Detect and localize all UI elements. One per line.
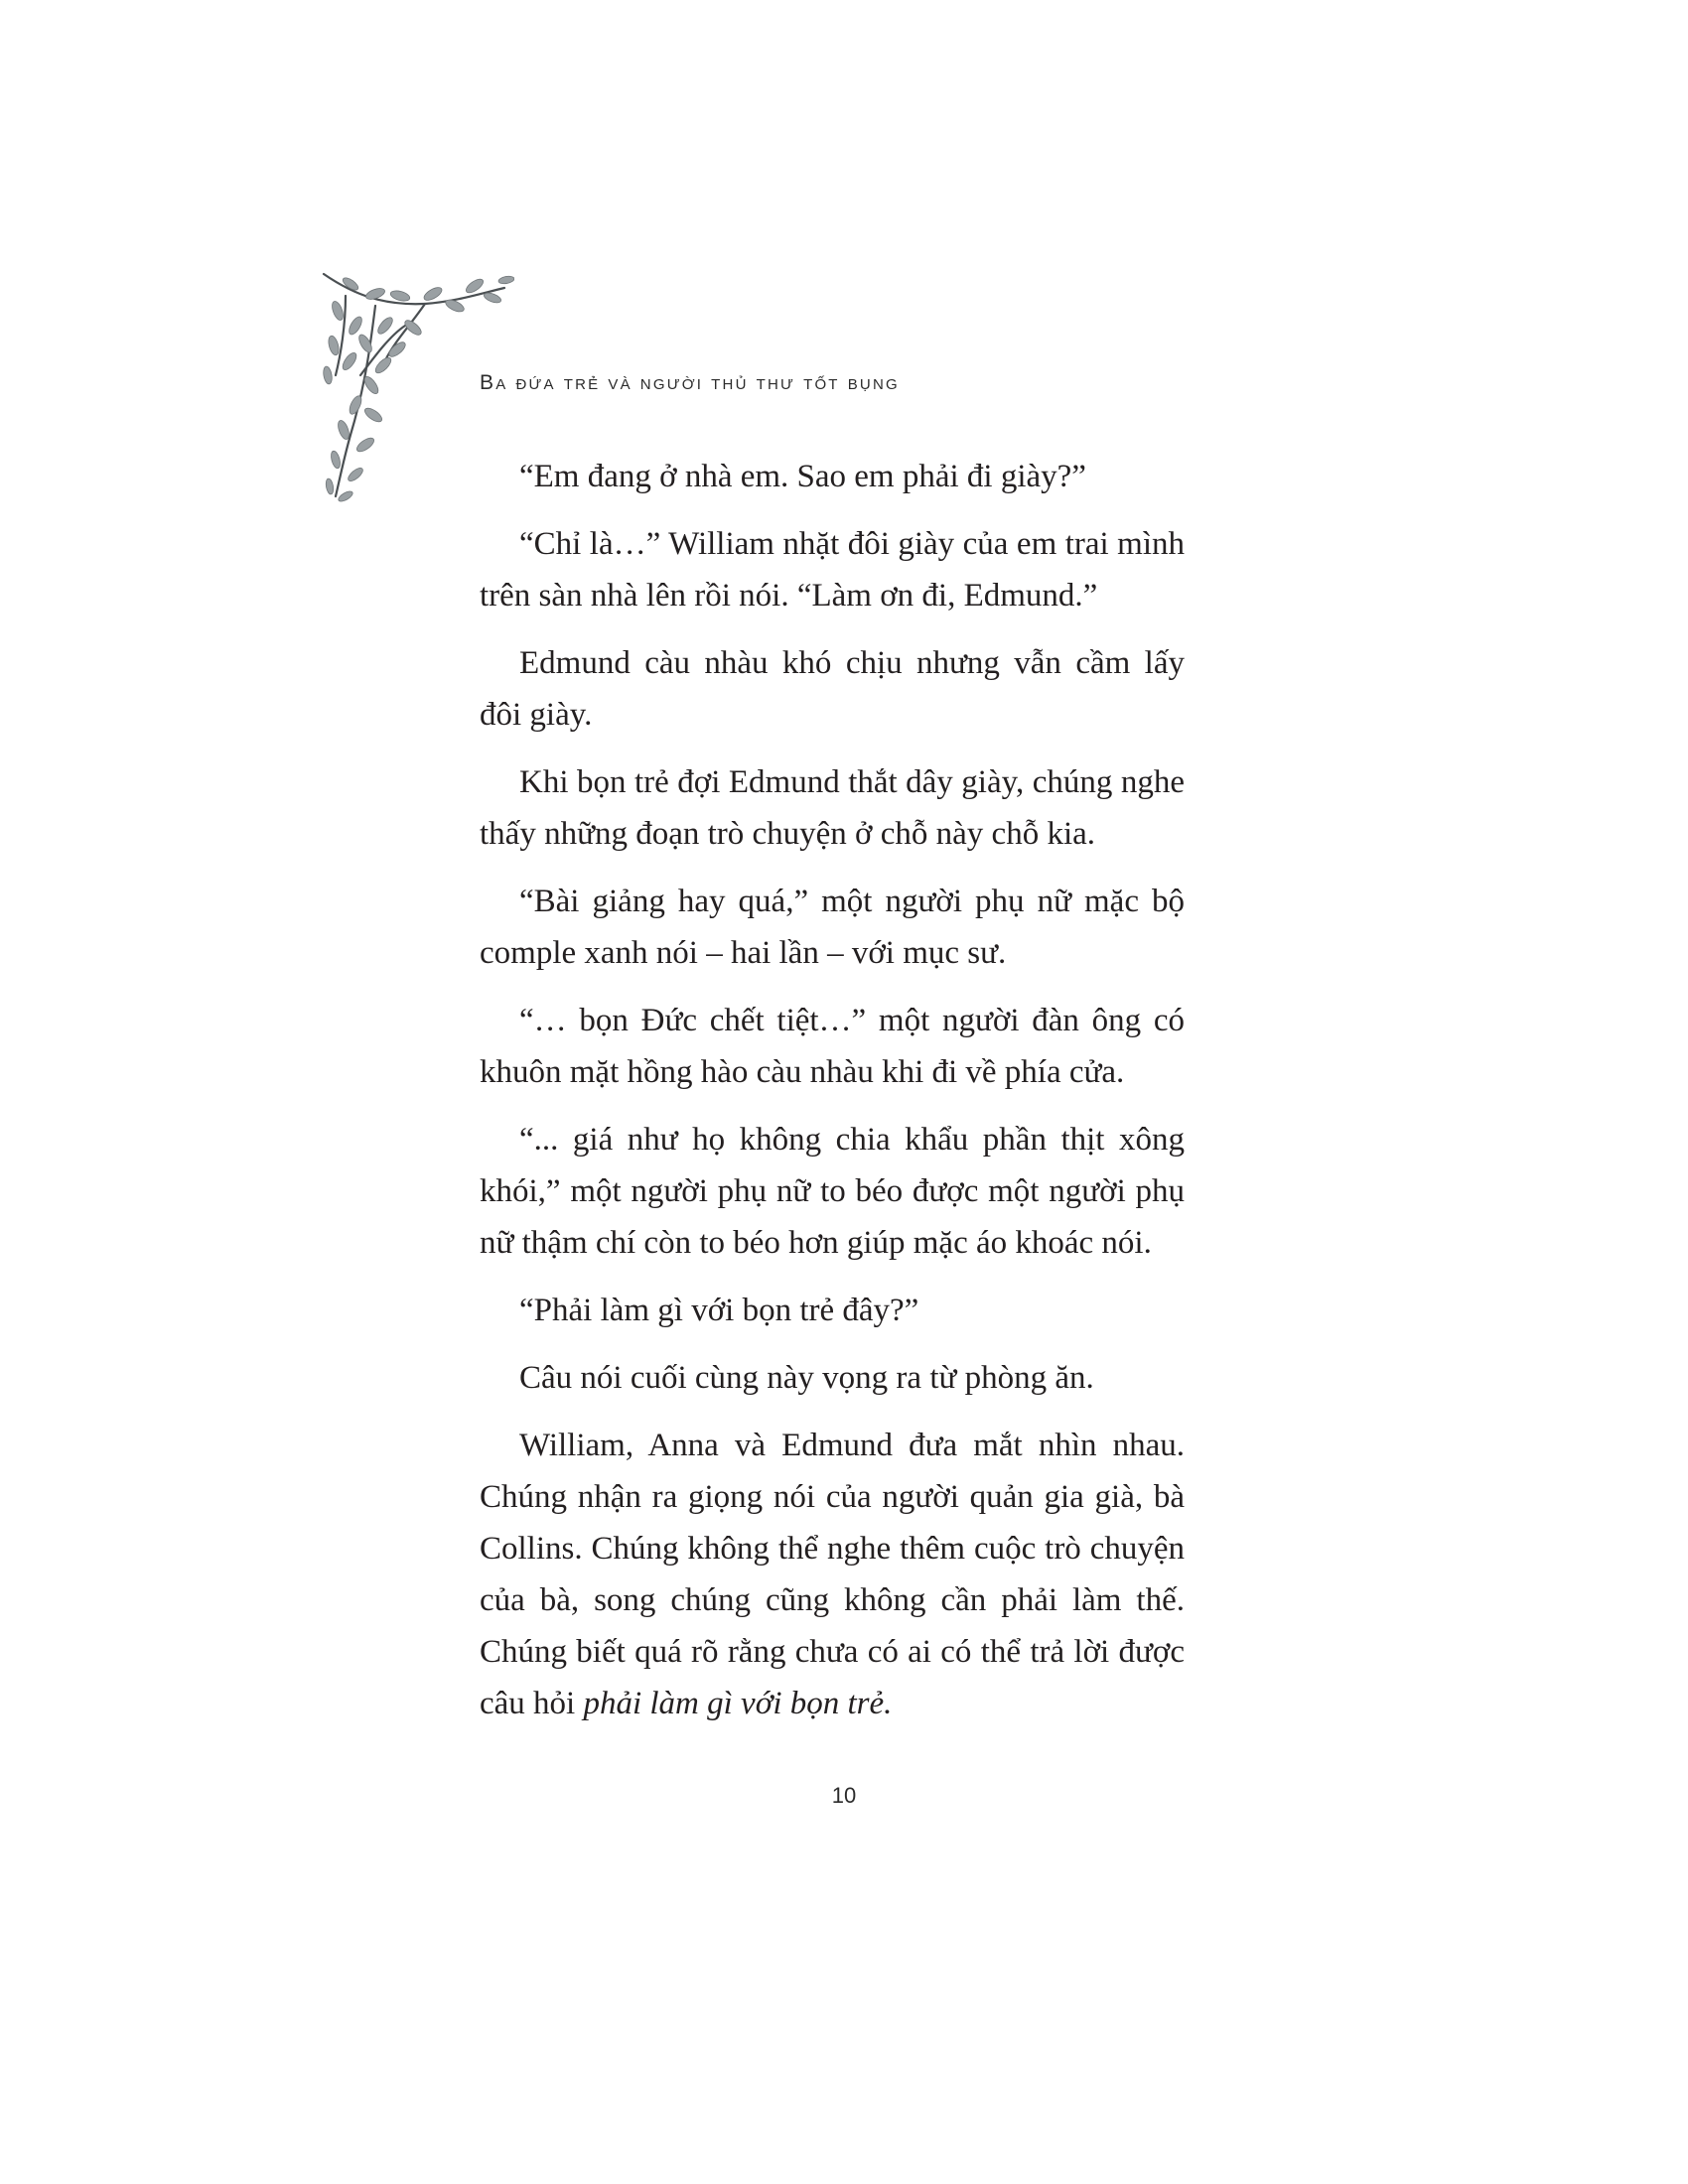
paragraph: “Em đang ở nhà em. Sao em phải đi giày?” xyxy=(519,459,1086,494)
paragraph: Edmund càu nhàu khó chịu nhưng vẫn cầm lấy đôi giày. xyxy=(480,645,1185,733)
final-paragraph xyxy=(480,1420,1185,1729)
paragraph: Câu nói cuối cùng này vọng ra từ phòng ăn. xyxy=(519,1360,1094,1396)
paragraph: “Bài giảng hay quá,” một người phụ nữ mặc bộ comple xanh nói – hai lần – với mục sư. xyxy=(480,884,1185,971)
paragraph: “... giá như họ không chia khẩu phần thịt xông khói,” một người phụ nữ to béo được một người phụ nữ thậm chí còn to béo hơn giúp mặc áo khoác nói. xyxy=(480,1122,1185,1261)
running-head: Ba đứa trẻ và người thủ thư tốt bụng xyxy=(480,371,900,394)
final-paragraph-text: William, Anna và Edmund đưa mắt nhìn nhau. Chúng nhận ra giọng nói của người quản gia già, bà Collins. Chúng không thể nghe thêm cuộc trò chuyện của bà, song chúng cũng không cần phải làm thế. Chúng biết quá rõ rằng chưa có ai có thể trả lời được câu hỏi xyxy=(480,1428,1185,1721)
paragraph: “Chỉ là…” William nhặt đôi giày của em trai mình trên sàn nhà lên rồi nói. “Làm ơn đi, Edmund.” xyxy=(480,526,1185,614)
paragraph: “… bọn Đức chết tiệt…” một người đàn ông có khuôn mặt hồng hào càu nhàu khi đi về phía cửa. xyxy=(480,1003,1185,1090)
paragraph: “Phải làm gì với bọn trẻ đây?” xyxy=(519,1293,919,1328)
final-paragraph-italic: phải làm gì với bọn trẻ. xyxy=(583,1686,893,1721)
page-number: 10 xyxy=(831,1783,857,1808)
paragraph: Khi bọn trẻ đợi Edmund thắt dây giày, chúng nghe thấy những đoạn trò chuyện ở chỗ này chỗ kia. xyxy=(480,764,1185,852)
body-text xyxy=(480,451,1185,1729)
